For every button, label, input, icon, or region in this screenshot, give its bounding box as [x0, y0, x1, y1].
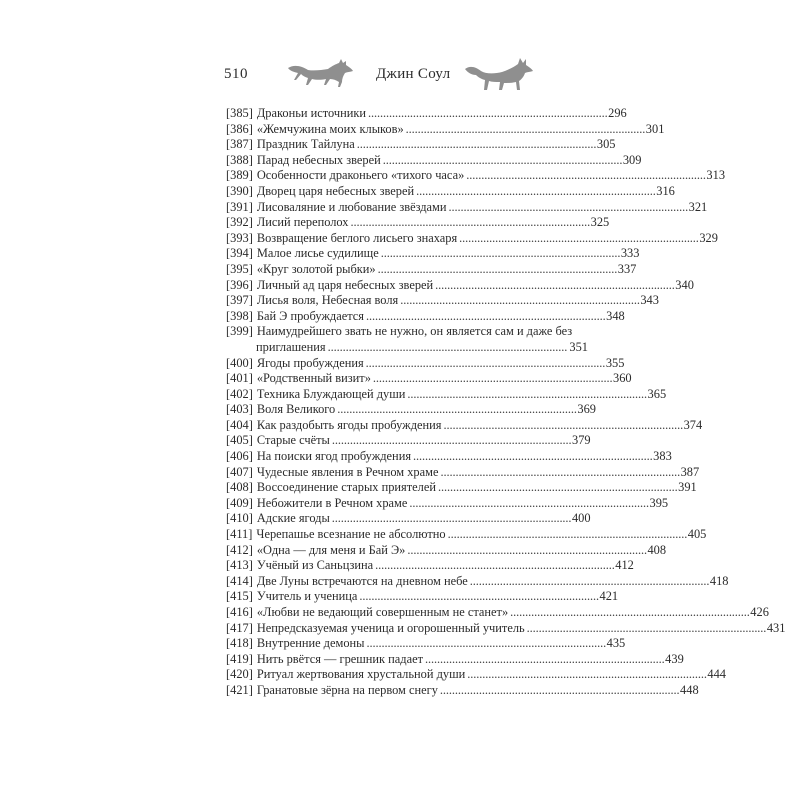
toc-entry-title: На поиски ягод пробуждения	[256, 449, 412, 464]
toc-entry	[226, 433, 591, 449]
toc-entry-page: 418	[709, 573, 729, 588]
toc-entry-title: Ритуал жертвования хрустальной души	[256, 667, 466, 682]
toc-entry	[226, 542, 667, 559]
toc-entry-page: 408	[647, 542, 667, 557]
toc-entry-number: [390]	[226, 183, 253, 198]
toc-dot-leader	[381, 246, 619, 262]
toc-entry-number: [421]	[226, 682, 253, 697]
toc-entry-number: [385]	[226, 106, 253, 120]
toc-entry	[226, 651, 684, 668]
toc-entry	[226, 137, 616, 153]
toc-entry	[226, 168, 726, 184]
toc-entry-number: [396]	[226, 277, 253, 292]
toc-dot-leader	[470, 574, 708, 590]
toc-dot-leader	[383, 153, 621, 169]
toc-entry-title: Воссоединение старых приятелей	[256, 480, 436, 495]
toc-entry-page: 405	[687, 527, 707, 542]
toc-entry-title: Наимудрейшего звать не нужно, он является сам и даже без	[256, 324, 573, 339]
toc-entry-page: 301	[645, 121, 665, 136]
toc-entry-title: Как раздобыть ягоды пробуждения	[256, 417, 442, 432]
fox-icon	[286, 58, 354, 88]
toc-entry	[226, 386, 667, 403]
toc-dot-leader	[400, 293, 638, 309]
toc-entry-title: Малое лисье судилище	[256, 246, 379, 261]
toc-entry-title: Две Луны встречаются на дневном небе	[256, 573, 468, 588]
toc-entry-title: Учитель и ученица	[256, 589, 358, 604]
toc-dot-leader	[332, 433, 570, 449]
toc-entry-title: Непредсказуемая ученица и огорошенный учитель	[256, 620, 525, 635]
toc-entry	[226, 620, 786, 637]
toc-entry-page: 426	[750, 605, 769, 619]
toc-dot-leader	[443, 418, 681, 434]
toc-entry-number: [387]	[226, 137, 253, 152]
toc-entry-title: Старые счёты	[256, 433, 330, 448]
toc-entry-page: 448	[680, 682, 699, 697]
toc-entry	[226, 589, 619, 605]
toc-dot-leader	[406, 122, 644, 138]
toc-entry	[226, 324, 588, 355]
toc-entry	[226, 511, 591, 527]
toc-entry-number: [407]	[226, 464, 253, 479]
toc-entry-title: «Одна — для меня и Бай Э»	[256, 542, 406, 557]
toc-entry	[226, 215, 610, 231]
toc-entry-page: 379	[572, 433, 591, 448]
toc-entry-page: 333	[620, 246, 640, 261]
toc-dot-leader	[328, 340, 568, 356]
toc-entry-title: Учёный из Саньцзина	[256, 558, 374, 573]
toc-entry	[226, 495, 669, 512]
toc-entry-title-continued: приглашения	[256, 339, 326, 354]
toc-entry-page: 351	[569, 339, 588, 354]
toc-entry-title: Дворец царя небесных зверей	[256, 183, 415, 198]
toc-entry	[226, 558, 634, 574]
toc-entry-page: 355	[605, 355, 625, 370]
toc-entry-number: [412]	[226, 542, 253, 557]
toc-dot-leader	[409, 496, 647, 512]
toc-entry-number: [399]	[226, 324, 253, 339]
toc-dot-leader	[366, 636, 604, 652]
toc-entry-number: [409]	[226, 495, 253, 510]
toc-entry-number: [398]	[226, 308, 253, 323]
toc-entry	[226, 527, 707, 543]
toc-entry-page: 435	[606, 636, 626, 651]
toc-dot-leader	[351, 215, 589, 231]
toc-entry-page: 343	[640, 293, 659, 308]
toc-entry-number: [400]	[226, 355, 253, 370]
toc-dot-leader	[510, 605, 748, 621]
toc-entry-title: Лисья воля, Небесная воля	[256, 293, 399, 308]
toc-entry-number: [397]	[226, 293, 253, 308]
page-header	[0, 54, 800, 94]
toc-dot-leader	[449, 200, 687, 216]
toc-entry	[226, 121, 665, 138]
toc-entry	[226, 230, 718, 247]
toc-entry-number: [388]	[226, 152, 253, 167]
toc-entry	[226, 261, 637, 278]
toc-entry	[226, 667, 726, 683]
toc-entry-title: «Круг золотой рыбки»	[256, 261, 376, 276]
toc-entry-page: 337	[617, 261, 637, 276]
toc-dot-leader	[459, 231, 697, 247]
toc-entry-title: Бай Э пробуждается	[256, 308, 364, 323]
toc-entry	[226, 152, 642, 169]
toc-entry	[226, 106, 627, 122]
toc-dot-leader	[438, 480, 676, 496]
toc-entry-number: [401]	[226, 371, 253, 386]
toc-entry	[226, 277, 694, 294]
toc-entry-number: [419]	[226, 651, 253, 666]
toc-entry-page: 369	[577, 402, 596, 417]
toc-entry-number: [417]	[226, 620, 253, 635]
toc-dot-leader	[368, 106, 606, 122]
table-of-contents	[226, 106, 786, 699]
toc-entry-number: [404]	[226, 417, 253, 432]
toc-dot-leader	[467, 667, 705, 683]
toc-dot-leader	[373, 371, 611, 387]
toc-entry-title: Особенности драконьего «тихого часа»	[256, 168, 465, 183]
toc-entry-page: 439	[665, 651, 684, 666]
toc-dot-leader	[416, 184, 654, 200]
toc-entry	[226, 417, 703, 434]
toc-entry-title: Нить рвётся — грешник падает	[256, 651, 424, 666]
toc-entry-page: 383	[653, 449, 672, 464]
toc-dot-leader	[407, 387, 645, 403]
toc-entry-title: Личный ад царя небесных зверей	[256, 277, 434, 292]
page-number: 510	[224, 66, 248, 82]
toc-dot-leader	[378, 262, 616, 278]
toc-entry-number: [395]	[226, 261, 253, 276]
toc-dot-leader	[413, 449, 651, 465]
toc-entry-number: [405]	[226, 433, 253, 448]
toc-entry-title: Техника Блуждающей души	[256, 386, 406, 401]
toc-dot-leader	[440, 465, 678, 481]
toc-entry	[226, 199, 708, 216]
toc-dot-leader	[357, 137, 595, 153]
toc-dot-leader	[337, 402, 575, 418]
toc-entry-page: 395	[649, 495, 669, 510]
toc-entry-title: «Жемчужина моих клыков»	[256, 121, 404, 136]
toc-entry-number: [420]	[226, 667, 253, 682]
toc-entry	[226, 183, 675, 200]
toc-dot-leader	[466, 168, 704, 184]
toc-entry-page: 325	[590, 215, 610, 230]
toc-entry	[226, 246, 640, 262]
toc-entry-page: 412	[615, 558, 634, 573]
toc-entry-number: [389]	[226, 168, 253, 183]
toc-entry-number: [414]	[226, 573, 253, 588]
toc-entry-title: Ягоды пробуждения	[256, 355, 364, 370]
toc-dot-leader	[332, 511, 570, 527]
toc-entry-number: [411]	[226, 527, 253, 542]
toc-dot-leader	[440, 683, 678, 699]
toc-entry-page: 365	[647, 386, 667, 401]
toc-dot-leader	[425, 652, 663, 668]
toc-entry	[226, 355, 625, 372]
toc-entry-page: 387	[680, 464, 700, 479]
toc-entry-number: [408]	[226, 480, 253, 495]
toc-entry-title: Парад небесных зверей	[256, 152, 381, 167]
toc-entry-page: 316	[656, 183, 675, 198]
toc-entry-title: Лисий переполох	[256, 215, 349, 230]
toc-dot-leader	[527, 621, 765, 637]
toc-entry-title: Гранатовые зёрна на первом снегу	[256, 682, 438, 697]
toc-entry-page: 391	[678, 480, 697, 495]
toc-entry	[226, 636, 626, 652]
toc-entry-title: Чудесные явления в Речном храме	[256, 464, 439, 479]
toc-entry	[226, 402, 596, 418]
toc-entry-page: 348	[606, 308, 625, 323]
toc-entry	[226, 573, 729, 590]
toc-entry-title: «Родственный визит»	[256, 371, 371, 386]
toc-entry-page: 321	[688, 199, 708, 214]
toc-entry-number: [392]	[226, 215, 253, 230]
toc-entry-page: 296	[608, 106, 627, 120]
toc-entry-title: Лисоваляние и любование звёздами	[256, 199, 447, 214]
toc-entry-number: [402]	[226, 386, 253, 401]
toc-entry-number: [415]	[226, 589, 253, 604]
toc-entry-number: [413]	[226, 558, 253, 573]
toc-entry-page: 340	[675, 277, 694, 292]
toc-entry-page: 421	[599, 589, 619, 604]
toc-entry-page: 309	[622, 152, 642, 167]
toc-entry-title: Воля Великого	[256, 402, 336, 417]
toc-entry-page: 400	[571, 511, 591, 526]
toc-entry-number: [403]	[226, 402, 253, 417]
toc-entry-number: [386]	[226, 121, 253, 136]
toc-entry-page: 313	[706, 168, 726, 183]
toc-entry-title: Драконьи источники	[256, 106, 366, 120]
toc-entry-number: [416]	[226, 605, 253, 619]
running-title: Джин Соул	[376, 66, 451, 82]
toc-dot-leader	[366, 309, 604, 325]
toc-entry-page: 329	[699, 230, 718, 245]
toc-entry-title: «Любви не ведающий совершенным не станет»	[256, 605, 509, 619]
fox-icon	[464, 55, 534, 91]
toc-dot-leader	[407, 543, 645, 559]
toc-dot-leader	[359, 589, 597, 605]
toc-entry-title: Небожители в Речном храме	[256, 495, 408, 510]
toc-entry-number: [394]	[226, 246, 253, 261]
toc-entry-title: Праздник Тайлуна	[256, 137, 355, 152]
toc-dot-leader	[375, 558, 613, 574]
toc-entry-number: [393]	[226, 230, 253, 245]
toc-entry-title: Черепашье всезнание не абсолютно	[256, 527, 446, 542]
toc-entry	[226, 449, 672, 465]
toc-entry-title: Адские ягоды	[256, 511, 330, 526]
toc-entry-title: Возвращение беглого лисьего знахаря	[256, 230, 458, 245]
toc-entry-number: [418]	[226, 636, 253, 651]
toc-entry	[226, 371, 632, 387]
toc-dot-leader	[366, 356, 604, 372]
toc-entry	[226, 682, 699, 699]
toc-entry	[226, 464, 700, 481]
toc-dot-leader	[435, 278, 673, 294]
toc-entry-page: 360	[613, 371, 632, 386]
toc-entry-page: 444	[707, 667, 726, 682]
toc-entry-number: [391]	[226, 199, 253, 214]
toc-entry	[226, 293, 659, 309]
toc-entry-page: 305	[596, 137, 616, 152]
toc-entry-title: Внутренние демоны	[256, 636, 365, 651]
toc-entry	[226, 308, 625, 325]
toc-entry	[226, 605, 769, 621]
toc-entry-number: [410]	[226, 511, 253, 526]
toc-entry-number: [406]	[226, 449, 253, 464]
toc-entry-page: 374	[683, 417, 703, 432]
toc-entry-page: 431	[766, 620, 786, 635]
toc-entry	[226, 480, 697, 496]
toc-dot-leader	[448, 527, 686, 543]
